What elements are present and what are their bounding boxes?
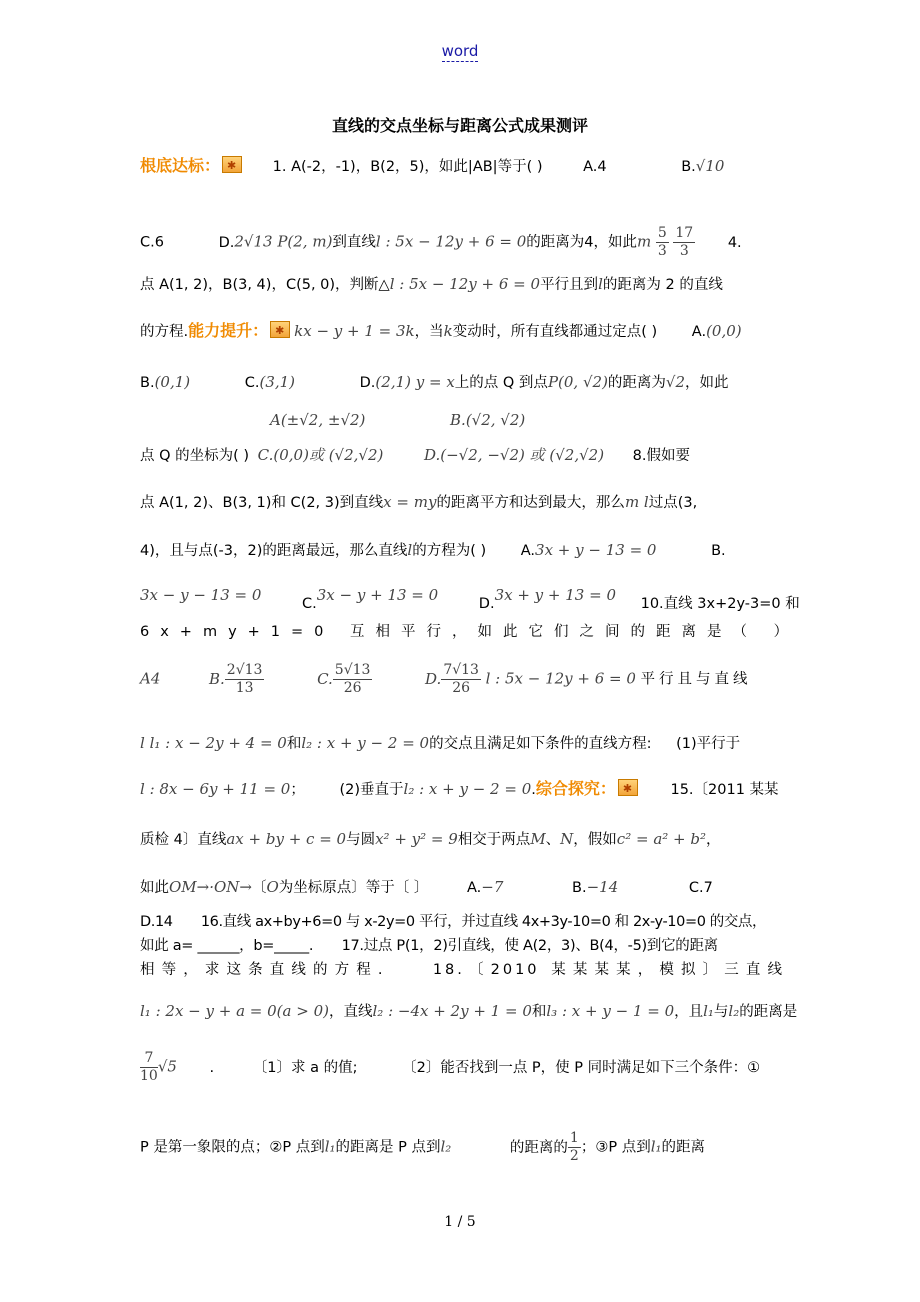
option-text: D. [218,234,235,251]
math-formula: 3x + y + 13 = 0 [494,586,616,604]
math-formula: √2 [665,373,686,391]
text-line-4 [140,321,785,342]
text-line-5 [140,372,785,393]
text-run: ，直线 [328,1004,373,1020]
math-formula: OM→·ON→ [169,878,252,896]
math-formula: x = my [383,493,437,511]
math-formula: k [443,322,453,340]
text-run: ；③P 点到 [580,1139,651,1156]
text-run: 点 A(1, 2)、B(3, 1)和 C(2, 3)到直线 [140,495,384,511]
math-formula: x² + y² = 9 [375,830,458,848]
text-run: 质检 4〕直线 [140,832,227,848]
question-number: 10.直线 3x+2y-3=0 和 [640,596,800,612]
text-run: 上的点 Q 到点 [454,375,548,391]
option-text: A. [691,324,707,340]
question-number: 15.〔2011 某某 [670,782,779,798]
text-run: D.14 16.直线 ax+by+6=0 与 x-2y=0 平行，并过直线 4x+3y-10=0 和 2x-y-10=0 的交点， [140,914,767,930]
fraction-17-3: $\frac{17}{3}$ [675,225,694,259]
text-run: 如此 a= ______，b=_____. 17.过点 P(1，2)引直线，使 A(2，3)、B(4，-5)到它的距离 [140,938,718,954]
fraction-5-3: $\frac{5}{3}$ [657,225,667,259]
option-text: C.6 [140,234,164,251]
math-formula: −14 [586,878,619,896]
question-number: 4. [727,234,742,251]
text-run: 到直线 [332,234,376,251]
math-formula: l : 5x − 12y + 6 = 0 [389,275,541,293]
text-line-10 [140,585,800,612]
text-line-9 [140,540,785,561]
option-text: A. [467,880,482,896]
text-run: 和 [286,736,302,752]
math-formula: B.(√2, √2) [450,411,526,429]
text-line-14 [140,779,785,800]
text-line-3 [140,274,785,295]
text-run: 平行且到 [540,277,599,293]
text-run: 〔 [251,880,267,896]
text-run: ； [290,782,305,798]
text-line-22 [140,1130,785,1170]
text-line-17 [140,912,785,932]
math-formula: M [530,830,546,848]
section-icon [618,779,638,796]
math-formula: −7 [481,878,504,896]
question-number: 8.假如要 [632,448,691,464]
math-formula: ax + by + c = 0 [226,830,347,848]
text-run: . [209,1059,215,1076]
fraction-option-d: $\frac{7√13}{26}$ [443,662,479,696]
text-line-15 [140,829,785,850]
text-run: 的距离是 P 点到 [335,1139,441,1156]
math-formula: l : 8x − 6y + 11 = 0 [140,780,291,798]
math-formula: C.(0,0)或 (√2,√2) [257,446,384,464]
text-run: 的距离平方和达到最大，那么 [436,495,625,511]
header-word-link[interactable]: word [441,42,479,60]
text-run: 的距离为4，如此 [526,234,638,251]
math-formula: (0,1) [154,373,191,391]
text-line-13 [140,733,785,754]
text-run: 相交于两点 [457,832,531,848]
section-explore-label: 综合探究： [535,779,616,798]
text-run: 的距离的 [509,1139,568,1156]
math-formula: (3,1) [259,373,296,391]
fraction-7-10: $\frac{7}{10}$ [140,1050,158,1084]
text-run: (2)垂直于 [339,782,404,798]
option-text: A4 [140,669,161,688]
math-formula: l₁ [703,1002,714,1020]
math-formula: l₂ : −4x + 2y + 1 = 0 [372,1002,532,1020]
text-line-16 [140,877,785,898]
text-run: 为坐标原点〕等于〔 〕 [278,880,429,896]
math-formula: 2√13 P(2, m) [234,232,333,251]
option-text: D. [425,669,442,688]
text-run: 平行且与直线 [640,671,752,688]
text-run: 过点(3, [648,495,698,511]
math-formula: l l₁ : x − 2y + 4 = 0 [140,734,287,752]
fraction-option-c: $\frac{5√13}{26}$ [334,662,371,696]
math-formula: l₃ : x + y − 1 = 0 [546,1002,675,1020]
math-formula: 3x − y − 13 = 0 [140,586,262,604]
page-number: 1 / 5 [444,1214,476,1230]
text-run: 相等，求这条直线的方程. 18.〔2010 某某某某，模拟〕三直线 [140,962,785,978]
text-run: 和 [531,1004,547,1020]
math-formula: √5 [157,1057,177,1076]
option-text: B. [572,880,587,896]
text-line-1 [140,156,785,177]
option-text: C. [302,596,317,612]
text-run: 点 Q 的坐标为( ) [140,448,250,464]
text-run: 的距离 [661,1139,706,1156]
text-run: 4)，且与点(-3，2)的距离最远，那么直线 [140,543,408,559]
text-line-12 [140,662,785,702]
text-run: 〔2〕能否找到一点 P，使 P 同时满足如下三个条件：① [402,1059,761,1076]
text-run: (1)平行于 [676,736,741,752]
option-text: B. [140,375,155,391]
text-line-8 [140,492,785,513]
text-line-6 [140,410,785,431]
math-formula: N [560,830,574,848]
text-run: 与圆 [346,832,376,848]
section-icon [222,156,242,173]
text-line-19 [140,960,785,980]
section-icon [270,321,290,338]
math-formula: 3x + y − 13 = 0 [535,541,657,559]
text-run: 的距离为 2 的直线 [602,277,723,293]
question-1: 1. A(-2，-1)，B(2，5)，如此|AB|等于( ) [272,159,543,175]
text-run: ，当 [414,324,444,340]
math-formula: m [637,232,652,251]
text-run: ，假如 [573,832,617,848]
math-formula: l [407,541,413,559]
section-ability-label: 能力提升： [188,321,269,340]
fraction-option-b: $\frac{2√13}{13}$ [226,662,263,696]
math-formula: l₁ [324,1137,336,1156]
text-line-21 [140,1050,785,1090]
text-run: . [531,782,536,798]
text-run: 〔1〕求 a 的值; [252,1059,358,1076]
section-basic-label: 根底达标： [140,156,221,175]
option-text: A.4 [583,159,607,175]
text-run: 的距离是 [739,1004,798,1020]
text-run: 变动时，所有直线都通过定点( ) [452,324,658,340]
math-formula: l₂ [440,1137,452,1156]
text-run: 、 [545,832,561,848]
option-text: C. [244,375,260,391]
math-formula: √10 [695,157,725,175]
math-formula: (0,0) [706,322,742,340]
math-formula: l : 5x − 12y + 6 = 0 [485,669,636,688]
text-run: 点 A(1, 2)，B(3, 4)，C(5, 0)，判断△ [140,277,390,293]
option-text: C.7 [688,880,713,896]
page-header [0,42,920,60]
text-run: 的交点且满足如下条件的直线方程: [429,736,652,752]
text-run: P 是第一象限的点；②P 点到 [140,1139,325,1156]
math-formula: l₂ [728,1002,740,1020]
option-text: C. [317,669,333,688]
math-formula: l₂ : x + y − 2 = 0 [403,780,532,798]
math-formula: A(±√2, ±√2) [270,411,366,429]
text-line-2 [140,225,785,260]
document-title: 直线的交点坐标与距离公式成果测评 [331,116,588,135]
math-formula: 3x − y + 13 = 0 [316,586,439,604]
text-run: 的距离为 [607,375,666,391]
option-text: A. [520,543,536,559]
option-text: B. [681,159,696,175]
math-formula: l₂ : x + y − 2 = 0 [301,734,430,752]
option-text: D. [478,596,495,612]
text-run: ， [706,832,721,848]
text-run: ，如此 [685,375,729,391]
option-text: D. [359,375,376,391]
math-formula: l₁ : 2x − y + a = 0(a > 0) [140,1002,329,1020]
text-run: 的方程. [140,324,189,340]
math-formula: c² = a² + b² [616,830,706,848]
fraction-1-2: $\frac{1}{2}$ [569,1130,579,1164]
math-formula: D.(−√2, −√2) 或 (√2,√2) [424,446,605,464]
text-line-7 [140,445,785,466]
math-formula: kx − y + 1 = 3k [294,322,415,340]
text-run: ，且 [674,1004,704,1020]
math-formula: l : 5x − 12y + 6 = 0 [375,232,527,251]
text-run: 6x+my+1=0 互相平行，如此它们之间的距离是（ ） [140,624,800,640]
option-text: B. [711,543,726,559]
math-formula: (2,1) y = x [375,373,455,391]
text-run: 与 [713,1004,729,1020]
math-formula: O [266,878,279,896]
text-run: 如此 [140,880,169,896]
math-formula: P(0, √2) [547,373,608,391]
text-run: 的方程为( ) [412,543,487,559]
text-line-20 [140,1001,798,1022]
math-formula: l [598,275,603,293]
math-formula: m l [624,493,649,511]
option-text: B. [209,669,225,688]
text-line-11 [140,622,800,642]
math-formula: l₁ [650,1137,662,1156]
text-line-18 [140,936,785,956]
